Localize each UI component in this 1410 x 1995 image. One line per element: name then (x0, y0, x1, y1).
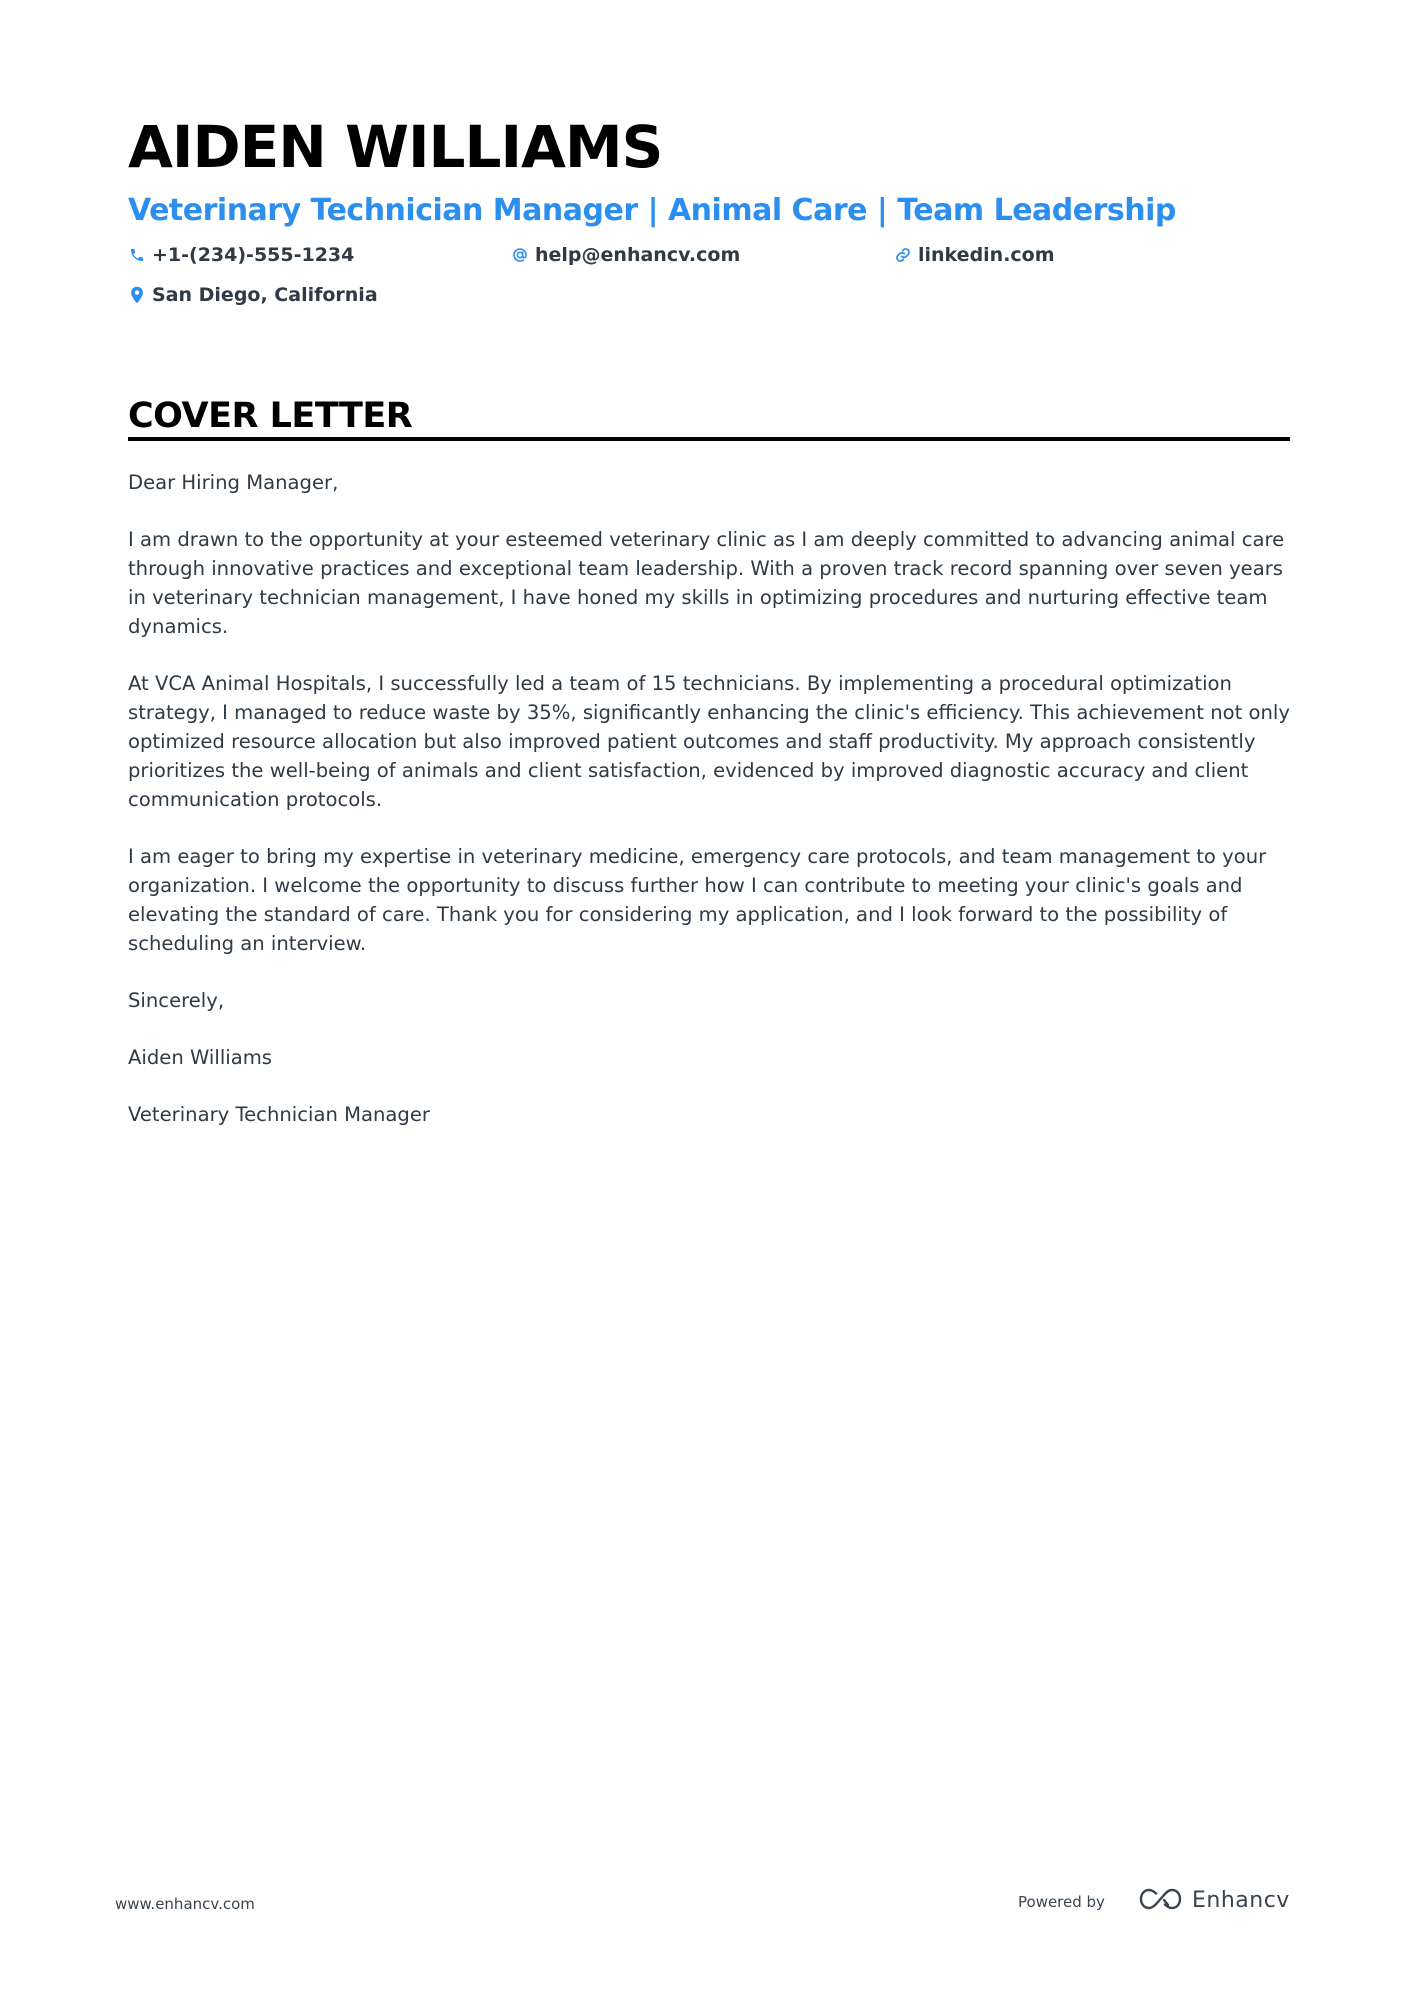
footer-powered-by: Powered by (1018, 1893, 1105, 1911)
signature-name: Aiden Williams (128, 1046, 273, 1069)
contact-linkedin[interactable] (894, 242, 1055, 268)
letter-paragraph: I am drawn to the opportunity at your esteemed veterinary clinic as I am deeply committed to advancing animal care through innovative practices and exceptional team leadership. With a proven track record spanning over seven years in veterinary technician management, I have honed my skills in optimizing procedures and nurturing effective team dynamics. (128, 528, 1285, 638)
candidate-headline: Veterinary Technician Manager | Animal Care | Team Leadership (128, 193, 1176, 228)
phone-text: +1-(234)-555-1234 (152, 244, 355, 266)
letter-closing: Sincerely, (128, 989, 225, 1012)
letter-greeting: Dear Hiring Manager, (128, 471, 339, 494)
section-title: COVER LETTER (128, 396, 413, 436)
linkedin-text[interactable]: linkedin.com (918, 244, 1055, 266)
signature-title: Veterinary Technician Manager (128, 1103, 430, 1126)
footer-brand-logo[interactable] (1138, 1886, 1290, 1916)
at-icon (511, 246, 529, 264)
link-icon (894, 246, 912, 264)
footer-website[interactable]: www.enhancv.com (115, 1895, 255, 1913)
contact-location (128, 282, 378, 308)
candidate-name: AIDEN WILLIAMS (128, 113, 663, 181)
letter-body (128, 468, 1290, 1157)
contact-phone (128, 242, 354, 268)
map-pin-icon (128, 286, 146, 304)
location-text: San Diego, California (152, 284, 378, 306)
footer-brand-name: Enhancv (1192, 1888, 1290, 1913)
enhancv-logo-icon (1138, 1887, 1184, 1916)
contact-email (511, 242, 740, 268)
section-divider (128, 437, 1290, 441)
phone-icon (128, 246, 146, 264)
letter-paragraph: At VCA Animal Hospitals, I successfully led a team of 15 technicians. By implementing a procedural optimization strategy, I managed to reduce waste by 35%, significantly enhancing the clinic's efficiency. This achievement not only optimized resource allocation but also improved patient outcomes and staff productivity. My approach consistently prioritizes the well-being of animals and client satisfaction, evidenced by improved diagnostic accuracy and client communication protocols. (128, 672, 1290, 811)
email-text: help@enhancv.com (535, 244, 741, 266)
letter-paragraph: I am eager to bring my expertise in veterinary medicine, emergency care protocols, and team management to your organization. I welcome the opportunity to discuss further how I can contribute to meeting your clinic's goals and elevating the standard of care. Thank you for considering my application, and I look forward to the possibility of scheduling an interview. (128, 845, 1267, 955)
